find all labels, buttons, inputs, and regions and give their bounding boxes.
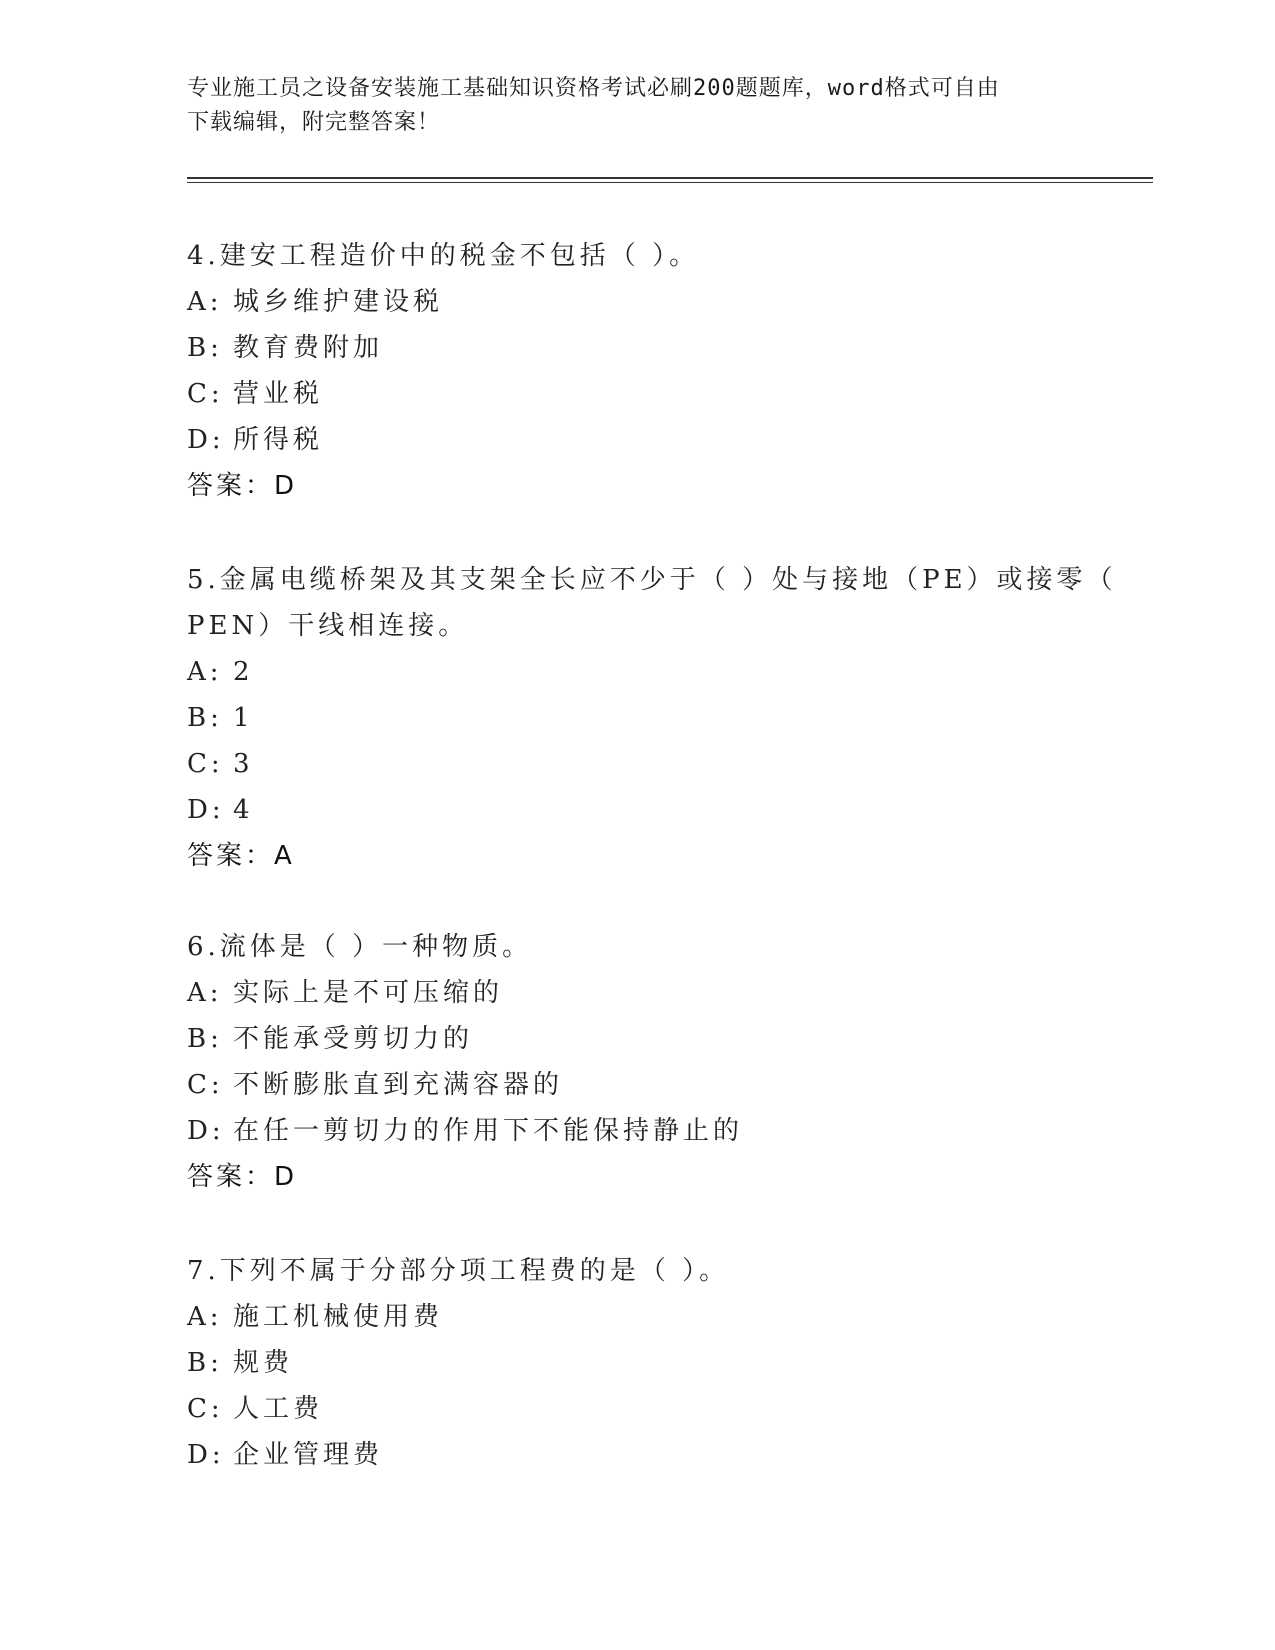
option-text: 所得税 xyxy=(233,425,324,455)
option-c xyxy=(187,1062,1087,1108)
question-stem: 4.建安工程造价中的税金不包括（ ）。 xyxy=(187,241,700,271)
option-b xyxy=(187,1340,1087,1386)
option-a xyxy=(187,1294,1087,1340)
question-stem-continued: PEN）干线相连接。 xyxy=(187,611,469,641)
option-b xyxy=(187,325,1087,371)
option-letter: C: xyxy=(187,379,224,409)
option-text: 在任一剪切力的作用下不能保持静止的 xyxy=(233,1116,744,1146)
option-text: 4 xyxy=(233,795,254,825)
option-d xyxy=(187,1108,1087,1154)
question-5 xyxy=(187,557,1117,879)
document-header xyxy=(187,72,1067,140)
option-d xyxy=(187,1432,1087,1478)
answer-line: 答案：A xyxy=(187,841,295,871)
option-text: 规费 xyxy=(233,1348,294,1378)
question-7 xyxy=(187,1248,1087,1478)
option-text: 教育费附加 xyxy=(233,333,384,363)
option-text: 施工机械使用费 xyxy=(233,1302,444,1332)
option-letter: B: xyxy=(187,1348,223,1378)
option-d xyxy=(187,787,1087,833)
option-letter: C: xyxy=(187,749,224,779)
option-letter: D: xyxy=(187,1440,225,1470)
question-stem: 5.金属电缆桥架及其支架全长应不少于（ ）处与接地（PE）或接零（ xyxy=(187,565,1117,595)
option-a xyxy=(187,649,1087,695)
option-letter: D: xyxy=(187,795,225,825)
header-line-2: 下载编辑，附完整答案！ xyxy=(187,110,441,135)
question-stem: 7.下列不属于分部分项工程费的是（ ）。 xyxy=(187,1256,730,1286)
option-letter: B: xyxy=(187,703,223,733)
option-letter: D: xyxy=(187,425,225,455)
option-letter: B: xyxy=(187,333,223,363)
option-letter: A: xyxy=(187,978,223,1008)
option-a xyxy=(187,279,1087,325)
option-letter: A: xyxy=(187,287,223,317)
option-text: 营业税 xyxy=(233,379,324,409)
option-c xyxy=(187,1386,1087,1432)
option-letter: D: xyxy=(187,1116,225,1146)
question-6 xyxy=(187,924,1087,1200)
option-text: 企业管理费 xyxy=(233,1440,384,1470)
option-text: 人工费 xyxy=(233,1394,324,1424)
option-b xyxy=(187,695,1087,741)
option-letter: B: xyxy=(187,1024,223,1054)
option-text: 1 xyxy=(233,703,254,733)
option-c xyxy=(187,741,1087,787)
option-text: 不断膨胀直到充满容器的 xyxy=(233,1070,564,1100)
option-c xyxy=(187,371,1087,417)
header-divider-thick xyxy=(187,177,1153,179)
option-letter: A: xyxy=(187,657,223,687)
option-a xyxy=(187,970,1087,1016)
question-stem: 6.流体是（ ）一种物质。 xyxy=(187,932,533,962)
option-text: 2 xyxy=(233,657,254,687)
option-b xyxy=(187,1016,1087,1062)
answer-line: 答案：D xyxy=(187,471,298,501)
option-text: 实际上是不可压缩的 xyxy=(233,978,504,1008)
option-text: 城乡维护建设税 xyxy=(233,287,444,317)
option-text: 3 xyxy=(233,749,254,779)
question-4 xyxy=(187,233,1087,509)
option-letter: A: xyxy=(187,1302,223,1332)
option-letter: C: xyxy=(187,1394,224,1424)
option-letter: C: xyxy=(187,1070,224,1100)
option-d xyxy=(187,417,1087,463)
answer-line: 答案：D xyxy=(187,1162,298,1192)
header-divider-thin xyxy=(187,182,1153,183)
option-text: 不能承受剪切力的 xyxy=(233,1024,474,1054)
header-line-1: 专业施工员之设备安装施工基础知识资格考试必刷200题题库，word格式可自由 xyxy=(187,76,1000,101)
